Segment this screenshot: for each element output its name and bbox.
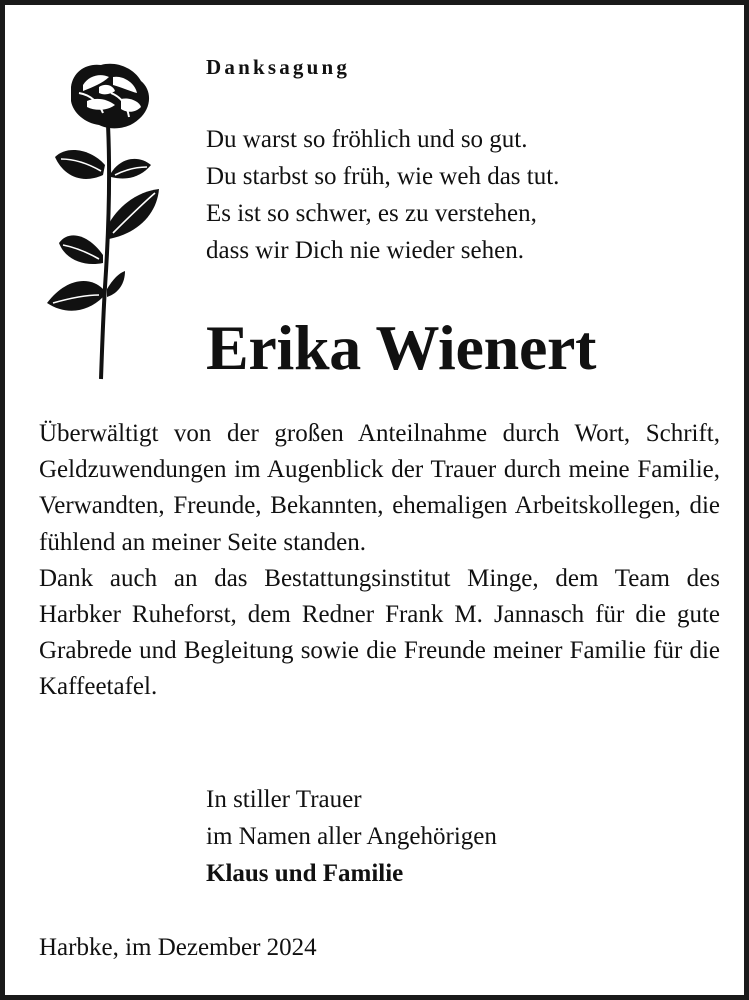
closing-line: im Namen aller Angehörigen — [206, 823, 497, 850]
closing-line: In stiller Trauer — [206, 786, 362, 813]
place-date: Harbke, im Dezember 2024 — [39, 934, 317, 961]
deceased-name: Erika Wienert — [206, 312, 597, 383]
poem-line: Du warst so fröhlich und so gut. — [206, 126, 528, 153]
thanks-paragraph: Dank auch an das Bestattungsinstitut Minge, dem Team des Harbker Ruheforst, dem Redner Frank M. Jannasch für die gute Grabrede und Begleitung sowie die Freunde meiner Familie für die Kaffeetafel. — [39, 564, 720, 701]
poem-line: dass wir Dich nie wieder sehen. — [206, 237, 524, 264]
heading-danksagung: Danksagung — [206, 55, 351, 79]
signature: Klaus und Familie — [206, 860, 404, 887]
thanks-paragraph: Überwältigt von der großen Anteilnahme durch Wort, Schrift, Geldzuwendungen im Augenblick der Trauer durch meine Familie, Verwandten, Freunde, Bekannten, ehemaligen Arbeitskollegen, die fühlend an meiner Seite standen. — [39, 420, 720, 556]
rose-icon — [41, 57, 165, 381]
closing-block — [206, 781, 497, 892]
poem-line: Du starbst so früh, wie weh das tut. — [206, 163, 560, 190]
poem-line: Es ist so schwer, es zu verstehen, — [206, 200, 537, 227]
thanks-text — [39, 416, 720, 706]
poem — [206, 121, 559, 269]
